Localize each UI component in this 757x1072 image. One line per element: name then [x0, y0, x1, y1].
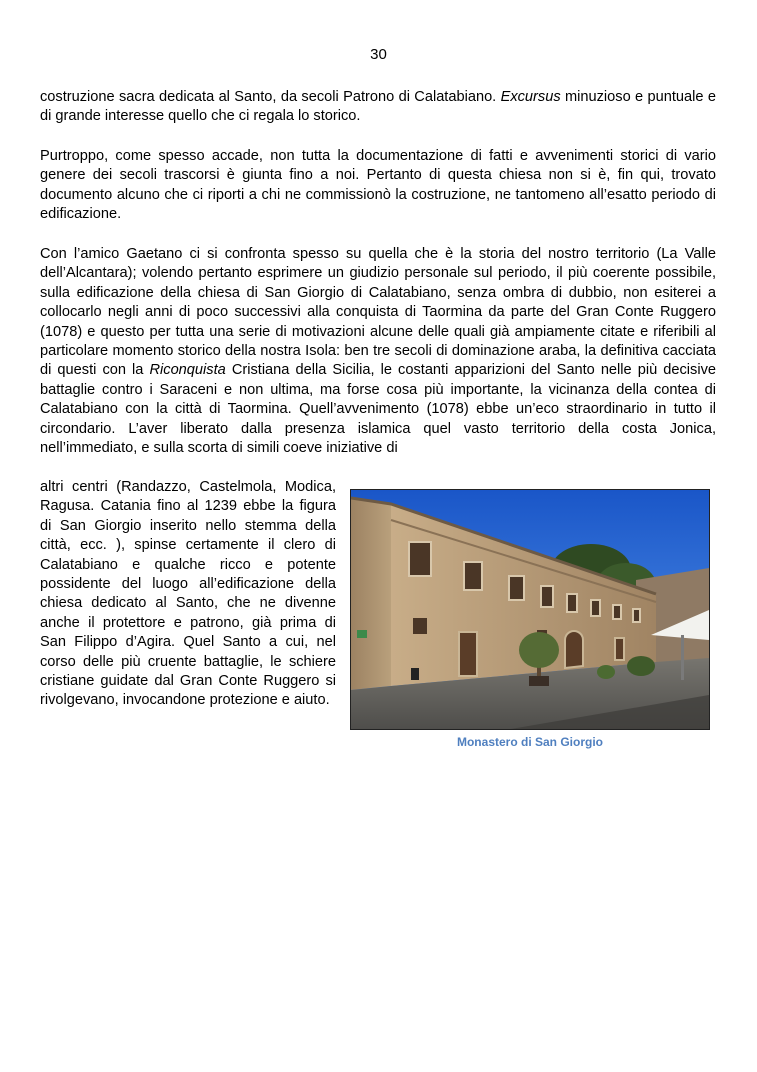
paragraph-3	[40, 245, 716, 458]
paragraph-1-text-b: minuzioso e puntuale e di grande interesse quello che ci regala lo storico.	[40, 89, 716, 125]
shrub	[627, 656, 655, 676]
paragraph-4: altri centri (Randazzo, Castelmola, Modica, Ragusa. Catania fino al 1239 ebbe la figura di San Giorgio inserito nello stemma della città, ecc. ), spinse certamente il clero di Calatabiano e qualche ricco e potente possidente del luogo all’edificazione della chiesa dedicato al Santo, che ne divenne anche il protettore e patrono, già prima di San Filippo d’Agira. Quel Santo a cui, nel corso delle più cruente battaglie, le schiere cristiane guidate dal Gran Conte Ruggero si rivolgevano, invocandone protezione e aiuto.	[40, 479, 336, 709]
paragraph-3-text-b: Cristiana della Sicilia, le costanti apparizioni del Santo nelle più decisive battaglie contro i Saraceni e non ultima, ma forse cosa più importante, la vicinanza della contea di Calatabiano con la città di Taormina. Quell’avvenimento (1078) ebbe un’eco straordinario in tutto il circondario. L’aver liberato dalla presenza islamica quel vasto territorio della costa Jonica, nell’immediato, e sulla scorta di simili coeve iniziative di	[40, 362, 716, 457]
paragraph-1-italic: Excursus	[500, 89, 561, 105]
monastery-photo	[350, 489, 710, 730]
monastery-illustration	[351, 490, 709, 729]
olive-tree	[519, 632, 559, 668]
paragraph-1	[40, 88, 716, 127]
paragraph-2: Purtroppo, come spesso accade, non tutta la documentazione di fatti e avvenimenti storici di vario genere dei secoli trascorsi è giunta fino a noi. Pertanto di questa chiesa non si è, fin qui, trovato documento alcuno che ci riporti a chi ne commissionò la costruzione, ne tantomeno all’esatto periodo di edificazione.	[40, 148, 716, 223]
page-number: 30	[370, 46, 387, 63]
planter	[529, 676, 549, 686]
paragraph-3-text-a: Con l’amico Gaetano ci si confronta spesso su quella che è la storia del nostro territorio (La Valle dell’Alcantara); volendo pertanto esprimere un giudizio personale sul periodo, il più coerente possibile, sulla edificazione della chiesa di San Giorgio di Calatabiano, senza ombra di dubbio, non esiterei a collocarlo negli anni di poco successivi alla conquista di Taormina da parte del Gran Conte Ruggero (1078) e questo per tutta una serie di motivazioni alcune delle quali già ampiamente citate e riferibili al particolare momento storico della nostra Isola: ben tre secoli di dominazione araba, la definitiva cacciata di questi con la	[40, 246, 716, 379]
sign	[357, 630, 367, 638]
paragraph-1-text-a: costruzione sacra dedicata al Santo, da secoli Patrono di Calatabiano.	[40, 89, 501, 105]
shrub	[597, 665, 615, 679]
umbrella-pole	[681, 635, 684, 680]
building-side-wall	[351, 498, 391, 690]
lower-window	[413, 618, 427, 634]
figure-caption: Monastero di San Giorgio	[456, 735, 603, 749]
paragraph-3-italic: Riconquista	[149, 362, 226, 379]
bin	[411, 668, 419, 680]
